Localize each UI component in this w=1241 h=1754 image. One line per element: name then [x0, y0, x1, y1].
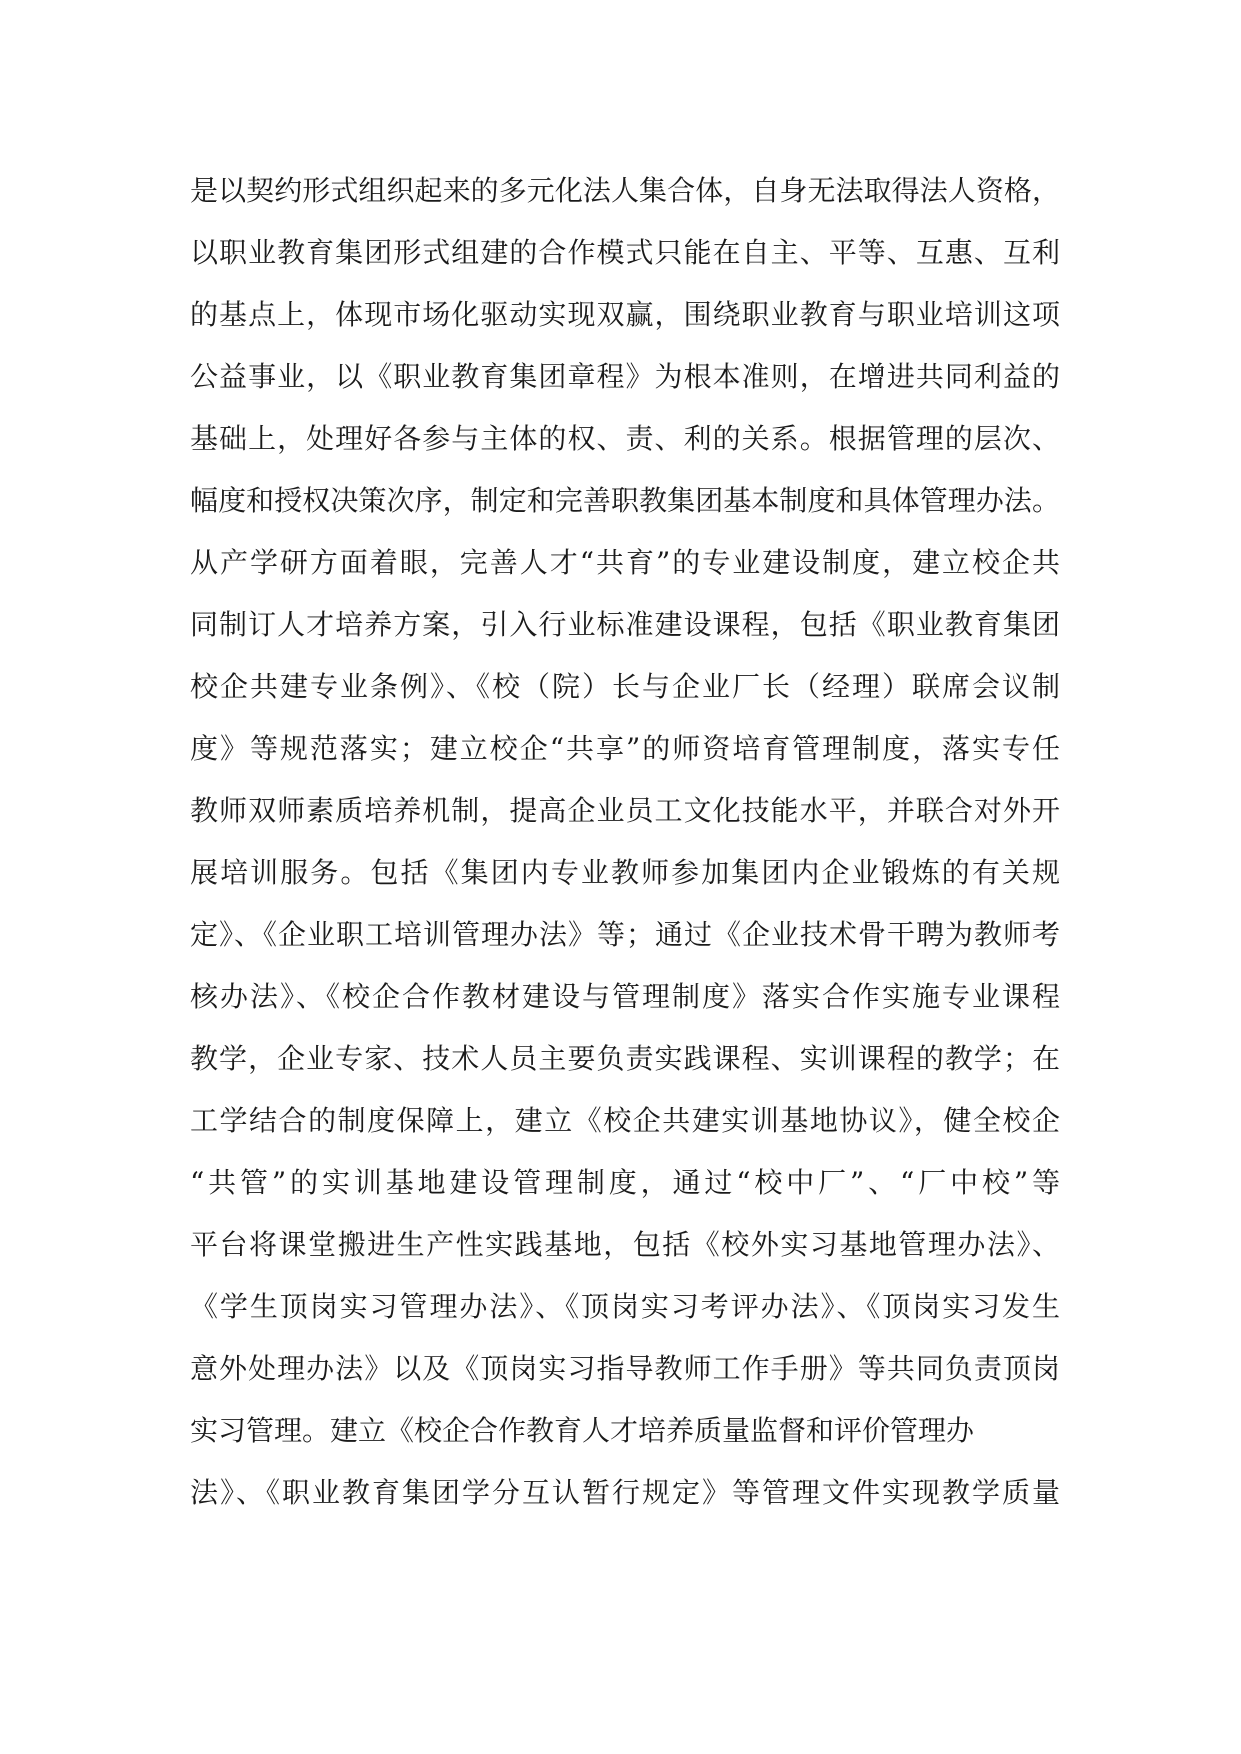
text-line: 是以契约形式组织起来的多元化法人集合体，自身无法取得法人资格， [190, 174, 1060, 207]
text-line: “共管”的实训基地建设管理制度，通过“校中厂”、“厂中校”等 [190, 1166, 1060, 1199]
text-line: 同制订人才培养方案，引入行业标准建设课程，包括《职业教育集团 [190, 608, 1060, 641]
body-text [190, 160, 1060, 1524]
text-line: 平台将课堂搬进生产性实践基地，包括《校外实习基地管理办法》、 [190, 1228, 1060, 1261]
text-line: 的基点上，体现市场化驱动实现双赢，围绕职业教育与职业培训这项 [190, 298, 1060, 331]
text-line: 法》、《职业教育集团学分互认暂行规定》等管理文件实现教学质量 [190, 1476, 1060, 1509]
text-line: 基础上，处理好各参与主体的权、责、利的关系。根据管理的层次、 [190, 422, 1060, 455]
text-line: 工学结合的制度保障上，建立《校企共建实训基地协议》，健全校企 [190, 1104, 1060, 1137]
text-line: 度》等规范落实；建立校企“共享”的师资培育管理制度，落实专任 [190, 732, 1060, 765]
text-line: 《学生顶岗实习管理办法》、《顶岗实习考评办法》、《顶岗实习发生 [190, 1290, 1060, 1323]
text-line: 核办法》、《校企合作教材建设与管理制度》落实合作实施专业课程 [190, 980, 1060, 1013]
text-line: 教学，企业专家、技术人员主要负责实践课程、实训课程的教学；在 [190, 1042, 1060, 1075]
text-line: 实习管理。建立《校企合作教育人才培养质量监督和评价管理办 [190, 1414, 975, 1447]
text-line: 展培训服务。包括《集团内专业教师参加集团内企业锻炼的有关规 [190, 856, 1060, 889]
text-line: 意外处理办法》以及《顶岗实习指导教师工作手册》等共同负责顶岗 [190, 1352, 1060, 1385]
text-line: 校企共建专业条例》、《校（院）长与企业厂长（经理）联席会议制 [190, 670, 1060, 703]
text-line: 定》、《企业职工培训管理办法》等；通过《企业技术骨干聘为教师考 [190, 918, 1060, 951]
text-line: 公益事业，以《职业教育集团章程》为根本准则，在增进共同利益的 [190, 360, 1060, 393]
text-line: 幅度和授权决策次序，制定和完善职教集团基本制度和具体管理办法。 [190, 484, 1060, 517]
text-line: 从产学研方面着眼，完善人才“共育”的专业建设制度，建立校企共 [190, 546, 1060, 579]
text-line: 教师双师素质培养机制，提高企业员工文化技能水平，并联合对外开 [190, 794, 1060, 827]
text-line: 以职业教育集团形式组建的合作模式只能在自主、平等、互惠、互利 [190, 236, 1060, 269]
